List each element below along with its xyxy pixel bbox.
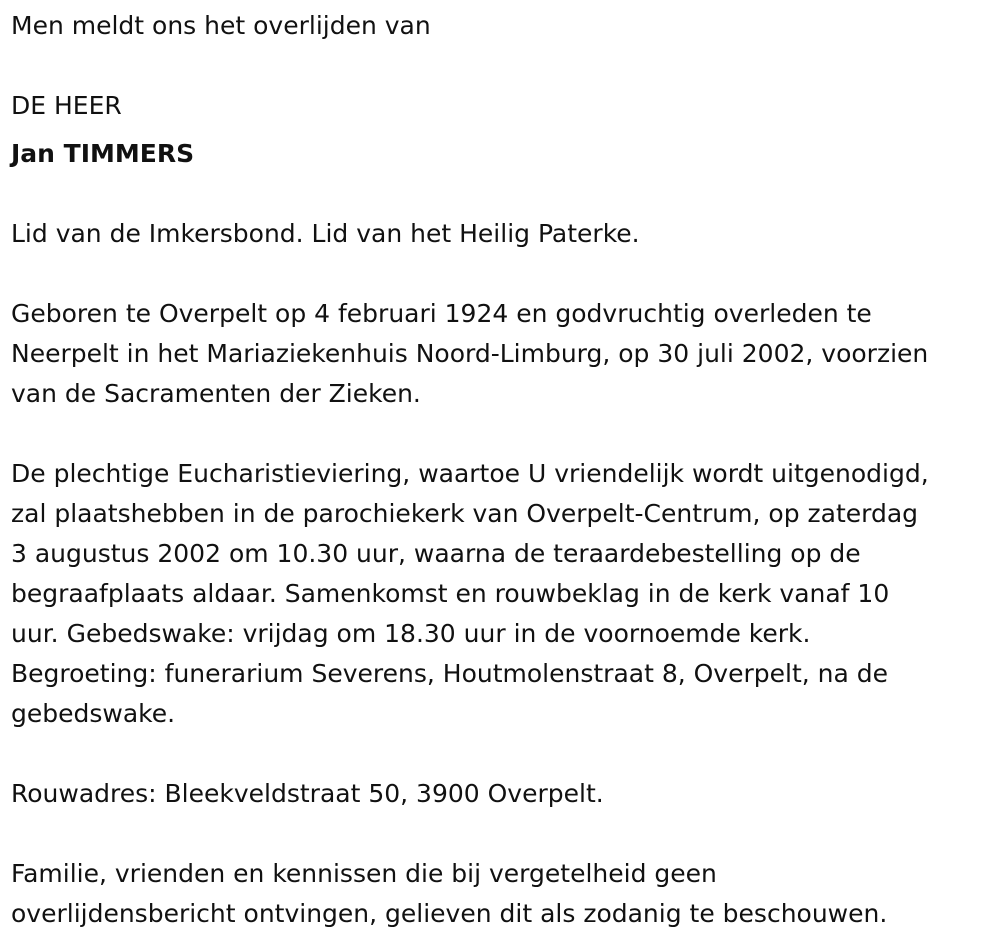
honorific-title: DE HEER: [11, 91, 122, 120]
intro-text: Men meldt ons het overlijden van: [11, 11, 431, 40]
family-note: Familie, vrienden en kennissen die bij vergetelheid geen overlijdensbericht ontvingen, gelieven dit als zodanig te beschouwen.: [11, 859, 888, 928]
memberships-text: Lid van de Imkersbond. Lid van het Heilig Paterke.: [11, 219, 640, 248]
ceremony-paragraph: De plechtige Eucharistieviering, waartoe U vriendelijk wordt uitgenodigd, zal plaatshebben in de parochiekerk van Overpelt-Centrum, op zaterdag 3 augustus 2002 om 10.30 uur, waarna de teraardebestelling op de begraafplaats aldaar. Samenkomst en rouwbeklag in de kerk vanaf 10 uur. Gebedswake: vrijdag om 18.30 uur in de voornoemde kerk. Begroeting: funerarium Severens, Houtmolenstraat 8, Overpelt, na de gebedswake.: [11, 459, 929, 728]
deceased-name: Jan TIMMERS: [11, 139, 195, 168]
birth-death-paragraph: Geboren te Overpelt op 4 februari 1924 en godvruchtig overleden te Neerpelt in het Mariaziekenhuis Noord-Limburg, op 30 juli 2002, voorzien van de Sacramenten der Zieken.: [11, 299, 929, 408]
mourning-address: Rouwadres: Bleekveldstraat 50, 3900 Overpelt.: [11, 779, 604, 808]
